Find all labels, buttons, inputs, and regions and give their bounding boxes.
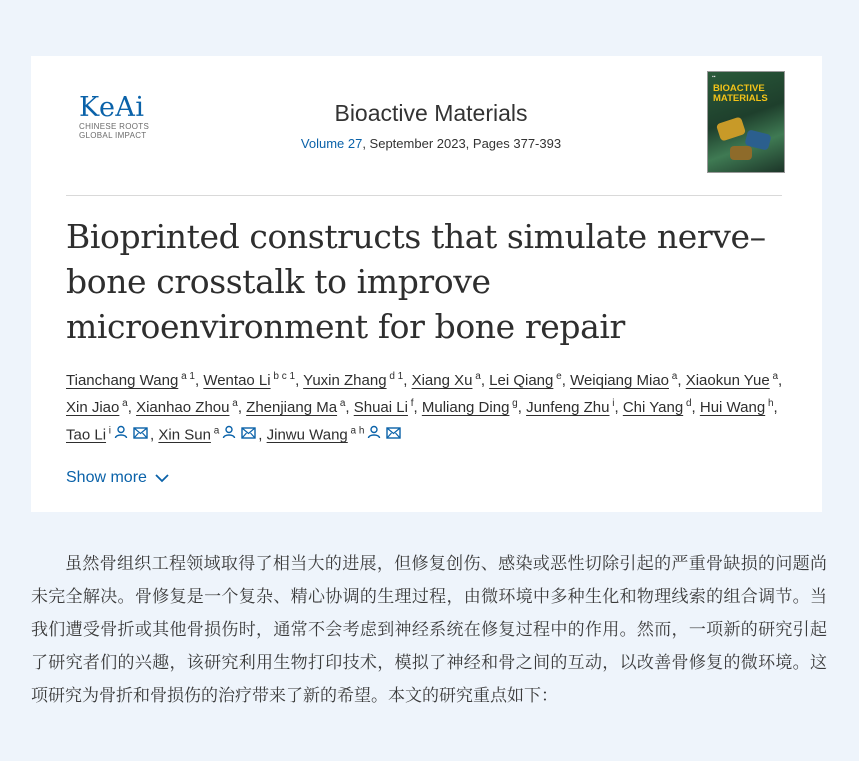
- logo-tagline-2: GLOBAL IMPACT: [79, 131, 147, 140]
- envelope-icon[interactable]: [133, 421, 148, 448]
- author-affiliation[interactable]: i: [106, 425, 112, 437]
- author-link[interactable]: Zhenjiang Ma: [246, 399, 338, 416]
- envelope-icon[interactable]: [241, 421, 256, 448]
- author-affiliation[interactable]: a: [119, 398, 128, 409]
- author-link[interactable]: Xin Jiao: [66, 399, 120, 416]
- author-link[interactable]: Shuai Li: [353, 399, 408, 416]
- journal-cover-image[interactable]: [707, 71, 785, 173]
- author-link[interactable]: Muliang Ding: [421, 399, 510, 416]
- author-link[interactable]: Weiqiang Miao: [570, 372, 670, 389]
- author-affiliation[interactable]: a h: [347, 425, 365, 437]
- author-link[interactable]: Tao Li: [66, 426, 107, 444]
- keai-logo: [79, 94, 149, 140]
- issue-info: , September 2023, Pages 377-393: [362, 136, 562, 151]
- author-affiliation[interactable]: a: [229, 398, 238, 409]
- author-link[interactable]: Junfeng Zhu: [526, 399, 610, 416]
- journal-header: [221, 98, 641, 151]
- cover-top-strip: ▪▪: [712, 74, 716, 80]
- article-title: Bioprinted constructs that simulate nerve–bone crosstalk to improve microenvironment for bone repair: [66, 217, 766, 346]
- author-link[interactable]: Xin Sun: [158, 426, 211, 444]
- author-link[interactable]: Tianchang Wang: [66, 372, 179, 389]
- author-affiliation[interactable]: a: [669, 371, 678, 382]
- author-affiliation[interactable]: a 1: [178, 371, 195, 382]
- header-divider: [66, 195, 782, 196]
- cover-title: BIOACTIVE MATERIALS: [713, 83, 768, 104]
- author-link[interactable]: Xianhao Zhou: [136, 399, 230, 416]
- author-affiliation[interactable]: i: [609, 398, 615, 409]
- author-affiliation[interactable]: g: [509, 398, 518, 409]
- author-link[interactable]: Jinwu Wang: [266, 426, 348, 444]
- author-affiliation[interactable]: h: [765, 398, 774, 409]
- envelope-icon[interactable]: [386, 421, 401, 448]
- author-link[interactable]: Chi Yang: [622, 399, 684, 416]
- author-link[interactable]: Xiang Xu: [411, 372, 473, 389]
- author-affiliation[interactable]: a: [210, 425, 220, 437]
- volume-link[interactable]: Volume 27: [300, 136, 363, 151]
- chevron-down-icon: [155, 474, 169, 483]
- author-link[interactable]: Hui Wang: [699, 399, 766, 416]
- author-link[interactable]: Wentao Li: [203, 372, 271, 389]
- author-link[interactable]: Lei Qiang: [489, 372, 554, 389]
- issue-meta: [221, 136, 641, 151]
- logo-wordmark: KeAi: [79, 92, 145, 123]
- author-affiliation[interactable]: e: [553, 371, 562, 382]
- author-affiliation[interactable]: a: [337, 398, 346, 409]
- cover-art: [716, 116, 746, 141]
- author-affiliation[interactable]: d: [683, 398, 692, 409]
- author-link[interactable]: Yuxin Zhang: [303, 372, 387, 389]
- author-affiliation[interactable]: f: [407, 398, 414, 409]
- author-affiliation[interactable]: d 1: [386, 371, 404, 382]
- person-icon[interactable]: [222, 421, 236, 448]
- journal-title[interactable]: Bioactive Materials: [334, 100, 528, 126]
- author-affiliation[interactable]: b c 1: [270, 371, 296, 382]
- author-affiliation[interactable]: a: [472, 371, 481, 382]
- author-affiliation[interactable]: a: [769, 371, 779, 382]
- cover-art: [730, 146, 752, 160]
- logo-tagline-1: CHINESE ROOTS: [79, 122, 150, 131]
- person-icon[interactable]: [114, 421, 128, 448]
- author-list: Tianchang Wang $^{a 1}$, Wentao Li $^{b c 1}$, Yuxin Zhang $^{d 1}$, Xiang Xu $^a$, Lei Qiang $^e$, Weiqiang Miao $^a$, Xiaokun Yue $^a$, Xin Jiao $^a$, Xianhao Zhou $^a$, Zhenjiang Ma $^a$, Shuai Li $^f$, Muliang Ding $^g$, Junfeng Zhu $^i$, Chi Yang $^d$, Hui Wang $^h$, Tao Li $^i$ , Xin Sun $^a$ , Jinwu Wang $^{a h}$: [66, 367, 796, 450]
- show-more-label: Show more: [66, 469, 147, 486]
- person-icon[interactable]: [367, 421, 381, 448]
- show-more-button[interactable]: [66, 469, 169, 487]
- summary-paragraph: 虽然骨组织工程领域取得了相当大的进展，但修复创伤、感染或恶性切除引起的严重骨缺损的问题尚未完全解决。骨修复是一个复杂、精心协调的生理过程，由微环境中多种生化和物理线索的组合调节。当我们遭受骨折或其他骨损伤时，通常不会考虑到神经系统在修复过程中的作用。然而，一项新的研究引起了研究者们的兴趣，该研究利用生物打印技术，模拟了神经和骨之间的互动，以改善骨修复的微环境。这项研究为骨折和骨损伤的治疗带来了新的希望。本文的研究重点如下：: [31, 554, 827, 706]
- article-header-card: [31, 56, 822, 512]
- author-link[interactable]: Xiaokun Yue: [685, 372, 770, 389]
